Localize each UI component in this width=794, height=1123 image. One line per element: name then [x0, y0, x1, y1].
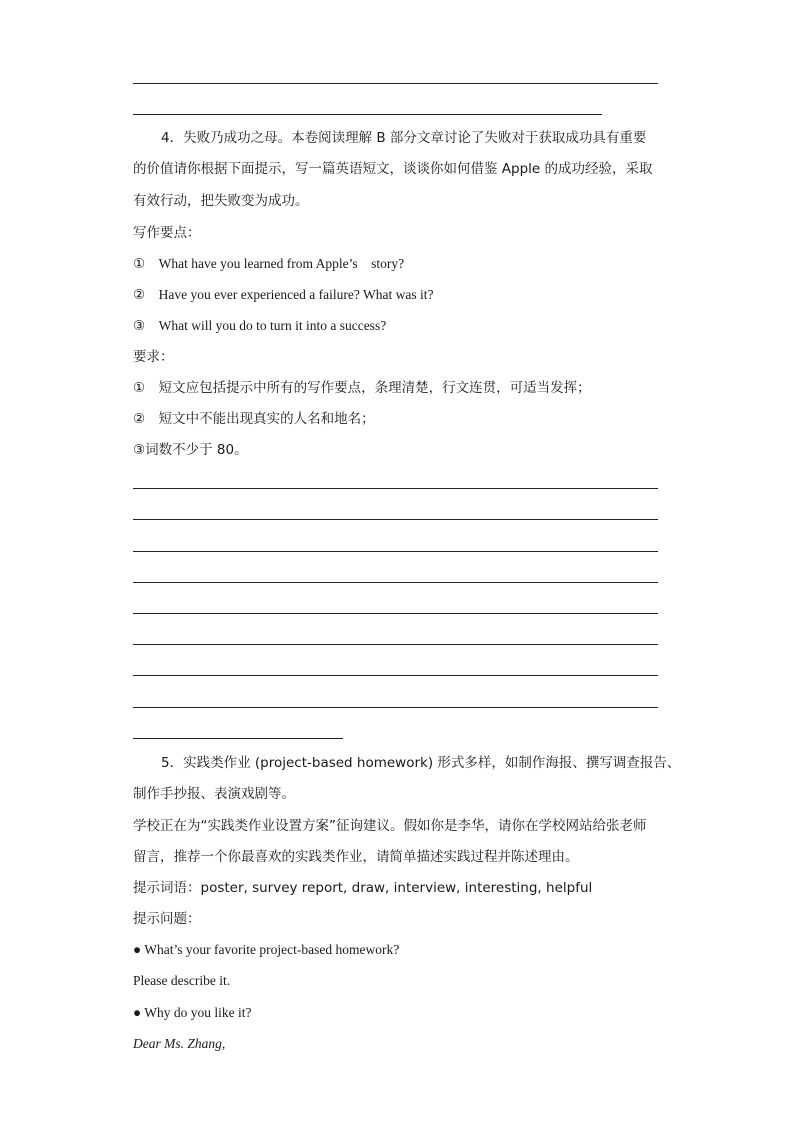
writing-line — [133, 675, 658, 676]
answer-line — [133, 83, 658, 84]
q5-hint-question-1-detail: Please describe it. — [133, 973, 231, 988]
q5-hint-question-2: ● Why do you like it? — [133, 1005, 252, 1020]
q5-scenario-line-1: 学校正在为“实践类作业设置方案”征询建议。假如你是李华，请你在学校网站给张老师 — [133, 818, 647, 834]
q5-intro-line-1: 5．实践类作业 (project-based homework) 形式多样，如制作海报、撰写调查报告、 — [161, 755, 681, 771]
q4-intro-line-1: 4．失败乃成功之母。本卷阅读理解 B 部分文章讨论了失败对于获取成功具有重要 — [161, 130, 647, 146]
writing-line — [133, 738, 343, 739]
q5-intro-line-2: 制作手抄报、表演戏剧等。 — [133, 786, 295, 802]
q5-salutation: Dear Ms. Zhang, — [133, 1036, 226, 1051]
q4-points-heading: 写作要点： — [133, 225, 201, 241]
q4-requirements-heading: 要求： — [133, 349, 174, 365]
q4-intro-line-2: 的价值请你根据下面提示，写一篇英语短文，谈谈你如何借鉴 Apple 的成功经验，采取 — [133, 161, 653, 177]
writing-line — [133, 582, 658, 583]
writing-line — [133, 613, 658, 614]
q5-hint-questions-heading: 提示问题： — [133, 911, 201, 927]
writing-line — [133, 644, 658, 645]
q4-point-3: ③ What will you do to turn it into a success? — [133, 318, 387, 333]
q4-requirement-2: ② 短文中不能出现真实的人名和地名； — [133, 411, 375, 427]
q5-hint-words: 提示词语：poster, survey report, draw, interview, interesting, helpful — [133, 880, 593, 896]
answer-line — [133, 114, 602, 115]
writing-line — [133, 519, 658, 520]
q4-point-1: ① What have you learned from Apple’s story? — [133, 256, 405, 271]
writing-line — [133, 488, 658, 489]
writing-line — [133, 551, 658, 552]
q4-point-2: ② Have you ever experienced a failure? What was it? — [133, 287, 434, 302]
q4-requirement-1: ① 短文应包括提示中所有的写作要点，条理清楚，行文连贯，可适当发挥； — [133, 380, 591, 396]
q4-requirement-3: ③词数不少于 80。 — [133, 442, 248, 458]
q5-scenario-line-2: 留言，推荐一个你最喜欢的实践类作业，请简单描述实践过程并陈述理由。 — [133, 849, 579, 865]
writing-line — [133, 707, 658, 708]
q5-hint-question-1: ● What’s your favorite project-based homework? — [133, 942, 400, 957]
q4-intro-line-3: 有效行动，把失败变为成功。 — [133, 193, 309, 209]
